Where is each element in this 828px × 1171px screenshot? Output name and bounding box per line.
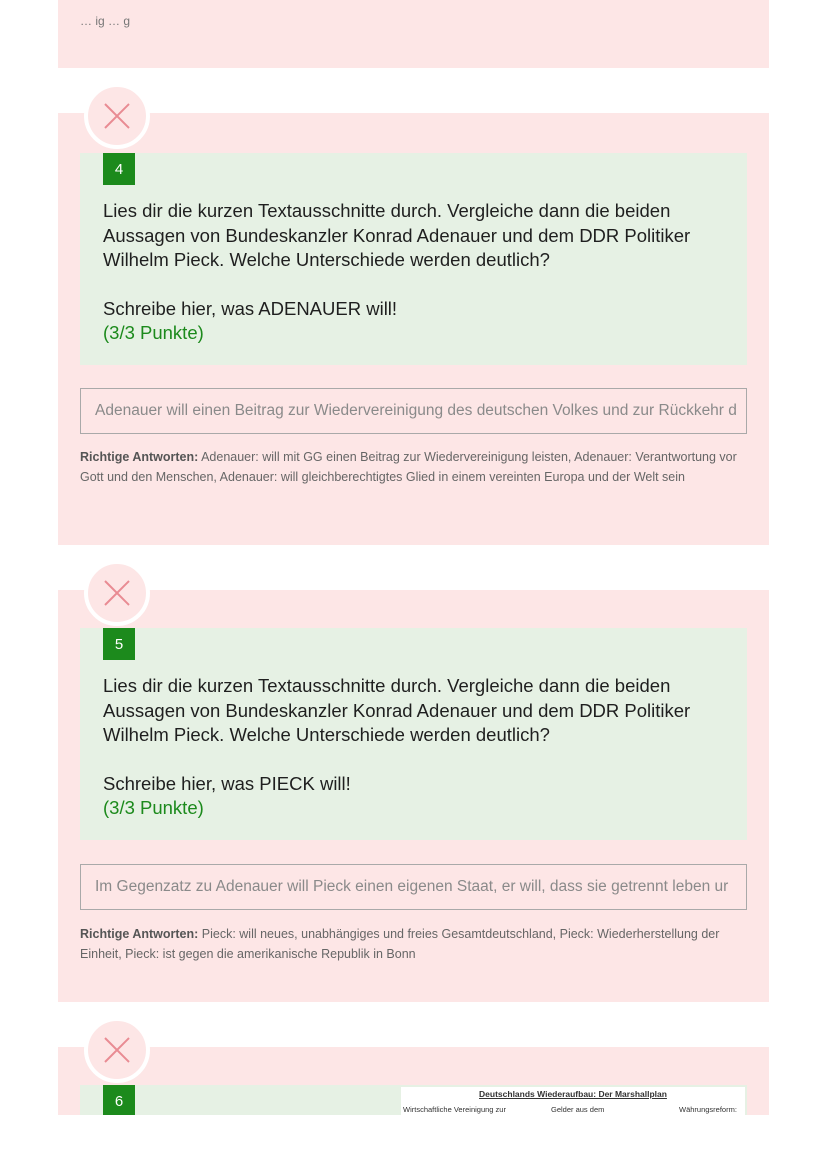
wrong-x-icon [102, 1035, 132, 1065]
correct-answers-text: Adenauer: will mit GG einen Beitrag zur Wiedervereinigung leisten, Adenauer: Verantwortung vor Gott und den Menschen, Adenauer: will gleichberechtigtes Glied in einem vereinten Europa und der Welt sein [80, 450, 737, 484]
wrong-status-badge [84, 1017, 150, 1083]
question-text [103, 674, 733, 821]
question-line: Lies dir die kurzen Textausschnitte durch. Vergleiche dann die beiden [103, 675, 671, 696]
question-line: Lies dir die kurzen Textausschnitte durch. Vergleiche dann die beiden [103, 200, 671, 221]
answer-input[interactable]: Im Gegenzatz zu Adenauer will Pieck einen eigenen Staat, er will, dass sie getrennt leben ur [80, 864, 747, 910]
marshallplan-col-3: Währungsreform: [679, 1105, 737, 1114]
question-line: Wilhelm Pieck. Welche Unterschiede werden deutlich? [103, 724, 550, 745]
correct-answers [80, 448, 740, 487]
question-line: Wilhelm Pieck. Welche Unterschiede werden deutlich? [103, 249, 550, 270]
points-score: (3/3 Punkte) [103, 322, 204, 343]
wrong-x-icon [102, 578, 132, 608]
points-score: (3/3 Punkte) [103, 797, 204, 818]
question-instruction: Schreibe hier, was ADENAUER will! [103, 297, 398, 319]
marshallplan-col-1: Wirtschaftliche Vereinigung zur [403, 1105, 506, 1114]
question-box [80, 153, 747, 365]
question-number: 5 [103, 628, 135, 660]
question-line: Aussagen von Bundeskanzler Konrad Adenauer und dem DDR Politiker [103, 224, 691, 246]
marshallplan-col-2: Gelder aus dem [551, 1105, 605, 1114]
wrong-status-badge [84, 560, 150, 626]
wrong-status-badge [84, 83, 150, 149]
answer-input[interactable]: Adenauer will einen Beitrag zur Wiedervereinigung des deutschen Volkes und zur Rückkehr d [80, 388, 747, 434]
question-box [80, 1085, 747, 1115]
wrong-x-icon [102, 101, 132, 131]
question-text [103, 199, 733, 346]
question-card-5 [58, 590, 769, 1002]
question-line: Aussagen von Bundeskanzler Konrad Adenauer und dem DDR Politiker [103, 699, 691, 721]
question-card-4 [58, 113, 769, 545]
previous-question-card [58, 0, 769, 68]
marshallplan-title: Deutschlands Wiederaufbau: Der Marshallplan [479, 1089, 667, 1099]
question-number: 4 [103, 153, 135, 185]
question-number: 6 [103, 1085, 135, 1115]
marshallplan-image [401, 1087, 745, 1115]
correct-answers-text: Pieck: will neues, unabhängiges und freies Gesamtdeutschland, Pieck: Wiederherstellung der Einheit, Pieck: ist gegen die amerikanische Republik in Bonn [80, 927, 720, 961]
correct-answers-label: Richtige Antworten: [80, 450, 199, 464]
question-instruction: Schreibe hier, was PIECK will! [103, 772, 351, 794]
question-box [80, 628, 747, 840]
correct-answers [80, 925, 740, 964]
correct-answers-label: Richtige Antworten: [80, 927, 199, 941]
question-card-6 [58, 1047, 769, 1115]
cut-off-text: … ig … g [80, 14, 131, 28]
